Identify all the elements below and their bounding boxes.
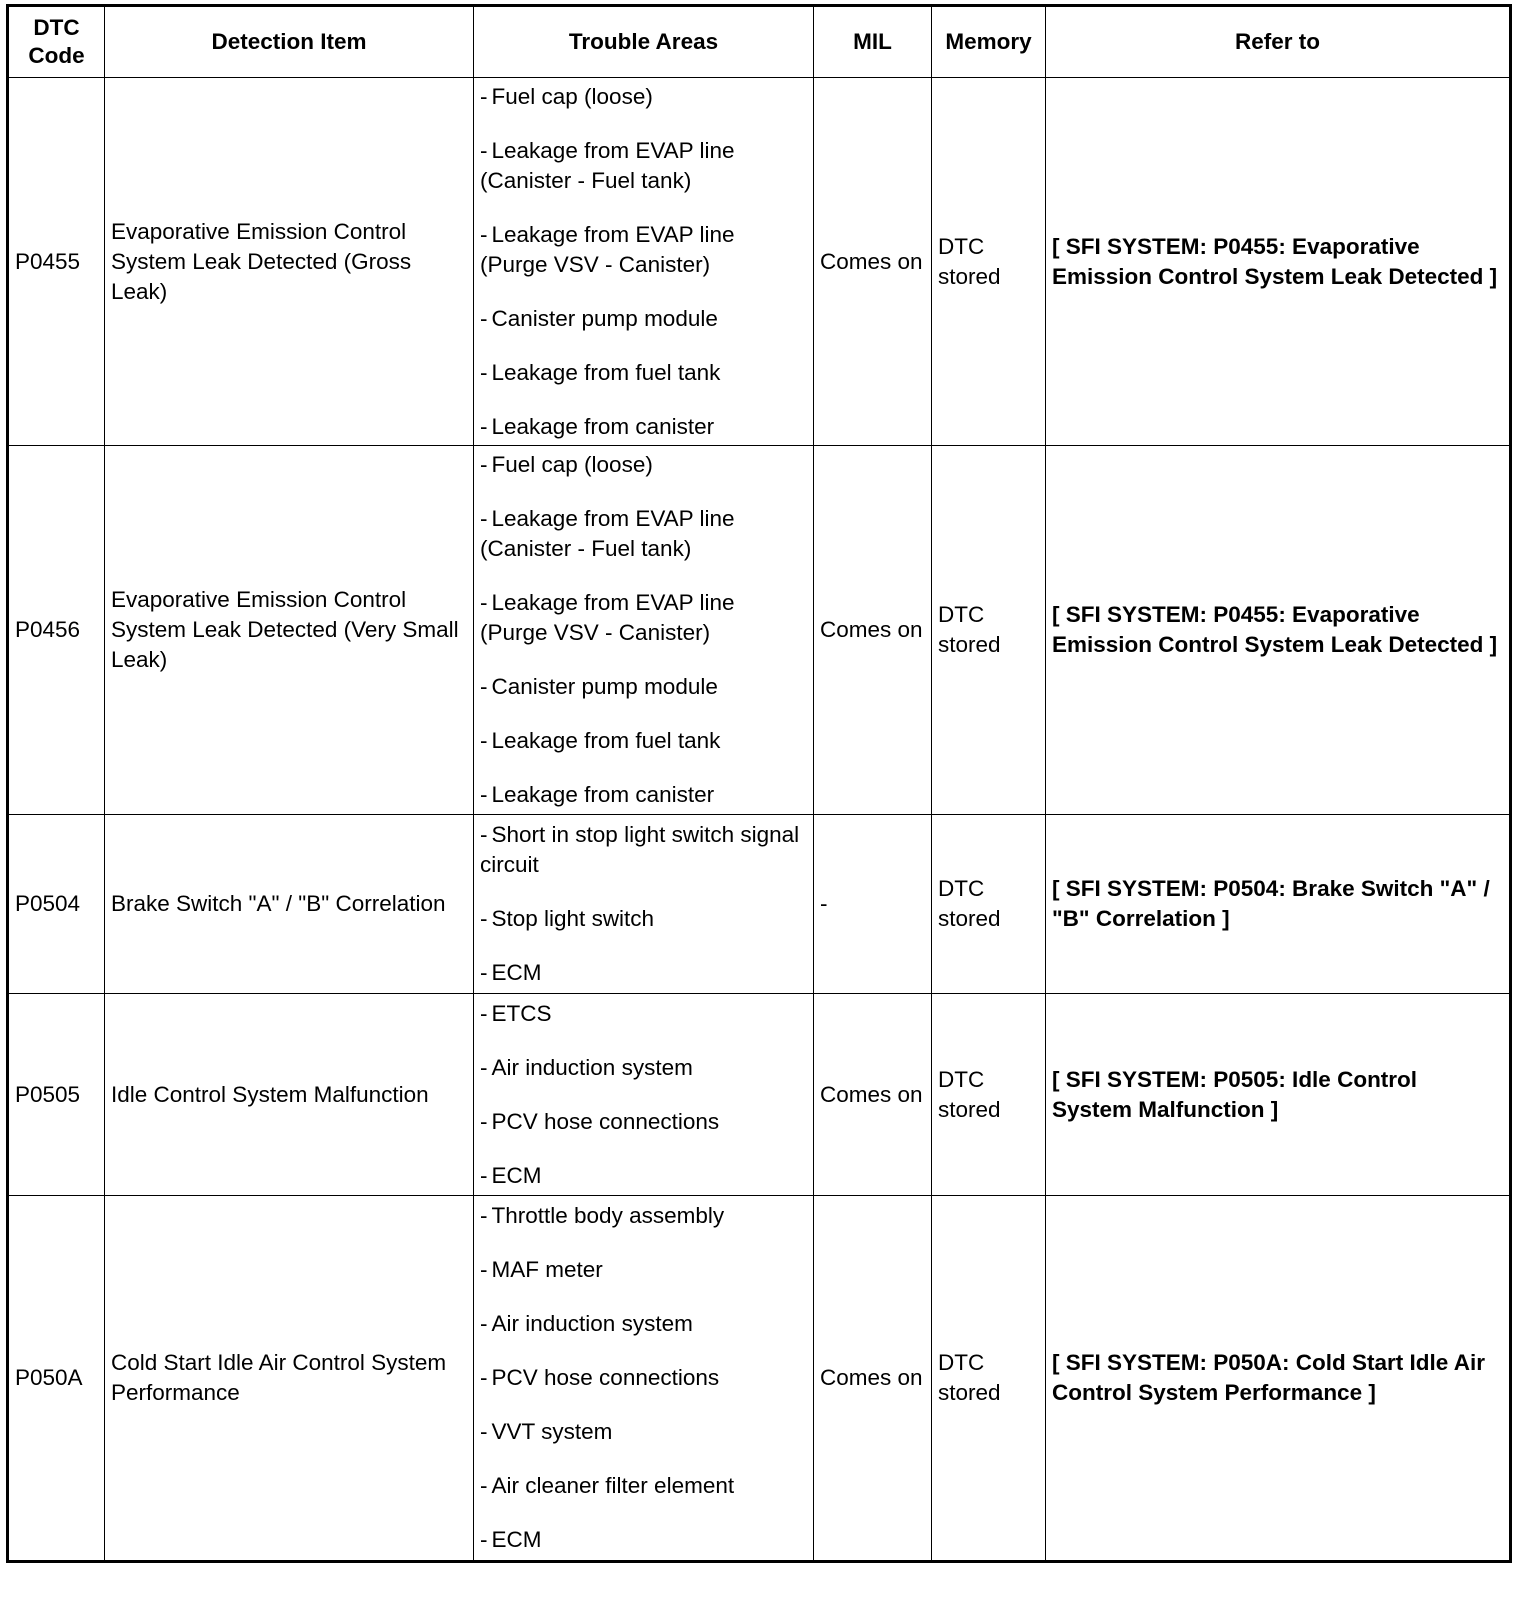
trouble-area-text: PCV hose connections — [491, 1365, 720, 1390]
header-trouble-areas: Trouble Areas — [474, 6, 814, 78]
table-body — [8, 78, 1511, 1562]
trouble-area-item — [480, 82, 807, 112]
list-dash: - — [480, 1000, 488, 1026]
trouble-area-text: Leakage from fuel tank — [491, 728, 721, 753]
trouble-area-item — [480, 450, 807, 480]
list-dash: - — [480, 674, 488, 699]
list-dash: - — [480, 590, 488, 615]
trouble-area-item — [480, 1255, 807, 1285]
list-dash: - — [480, 359, 488, 385]
trouble-area-item — [480, 904, 807, 934]
trouble-area-text: Fuel cap (loose) — [491, 83, 653, 109]
trouble-areas-cell — [474, 994, 814, 1196]
table-header — [8, 6, 1511, 78]
trouble-area-item — [480, 358, 807, 388]
list-dash: - — [480, 728, 488, 753]
trouble-area-text: Leakage from canister — [491, 413, 715, 439]
list-dash: - — [480, 413, 488, 439]
trouble-area-text: Canister pump module — [491, 674, 718, 699]
mil-cell: Comes on — [814, 994, 932, 1196]
dtc-code-cell: P0456 — [8, 446, 105, 815]
trouble-area-text: MAF meter — [491, 1257, 603, 1282]
list-dash: - — [480, 1473, 488, 1498]
trouble-area-item — [480, 304, 807, 334]
trouble-area-item — [480, 999, 807, 1029]
trouble-area-text: VVT system — [491, 1419, 613, 1444]
trouble-areas-cell — [474, 446, 814, 815]
list-dash: - — [480, 1419, 488, 1444]
dtc-code-cell: P0455 — [8, 78, 105, 446]
mil-cell: - — [814, 815, 932, 994]
trouble-area-text: Stop light switch — [491, 906, 655, 931]
trouble-area-item — [480, 1525, 807, 1555]
dtc-table — [6, 4, 1512, 1563]
refer-to-cell: [ SFI SYSTEM: P0455: Evaporative Emission Control System Leak Detected ] — [1046, 446, 1511, 815]
detection-item-cell: Cold Start Idle Air Control System Performance — [105, 1196, 474, 1562]
list-dash: - — [480, 1054, 488, 1080]
table-row — [8, 78, 1511, 446]
header-mil: MIL — [814, 6, 932, 78]
trouble-area-item — [480, 1471, 807, 1501]
trouble-area-item — [480, 136, 807, 196]
trouble-area-item — [480, 958, 807, 988]
list-dash: - — [480, 782, 488, 807]
refer-to-cell: [ SFI SYSTEM: P050A: Cold Start Idle Air Control System Performance ] — [1046, 1196, 1511, 1562]
trouble-area-item — [480, 412, 807, 442]
trouble-area-item — [480, 220, 807, 280]
trouble-area-text: Short in stop light switch signal circuit — [480, 822, 800, 877]
trouble-area-item — [480, 1201, 807, 1231]
list-dash: - — [480, 452, 488, 477]
memory-cell: DTC stored — [932, 78, 1046, 446]
trouble-area-item — [480, 1363, 807, 1393]
mil-cell: Comes on — [814, 446, 932, 815]
memory-cell: DTC stored — [932, 815, 1046, 994]
trouble-area-text: Air induction system — [491, 1054, 693, 1080]
detection-item-cell: Evaporative Emission Control System Leak Detected (Gross Leak) — [105, 78, 474, 446]
dtc-code-cell: P0504 — [8, 815, 105, 994]
trouble-areas-cell — [474, 1196, 814, 1562]
trouble-area-item — [480, 672, 807, 702]
mil-cell: Comes on — [814, 1196, 932, 1562]
header-memory: Memory — [932, 6, 1046, 78]
trouble-area-text: ECM — [491, 960, 542, 985]
trouble-area-text: Leakage from EVAP line (Purge VSV - Canister) — [480, 590, 735, 645]
list-dash: - — [480, 1527, 488, 1552]
trouble-area-text: Air induction system — [491, 1311, 693, 1336]
trouble-area-text: Canister pump module — [491, 305, 718, 331]
memory-cell: DTC stored — [932, 1196, 1046, 1562]
memory-cell: DTC stored — [932, 446, 1046, 815]
trouble-area-text: Air cleaner filter element — [491, 1473, 735, 1498]
trouble-area-text: ECM — [491, 1162, 542, 1188]
trouble-area-item — [480, 1107, 807, 1137]
trouble-area-text: PCV hose connections — [491, 1108, 720, 1134]
trouble-area-text: Leakage from fuel tank — [491, 359, 721, 385]
trouble-area-text: ETCS — [491, 1000, 552, 1026]
table-row — [8, 1196, 1511, 1562]
list-dash: - — [480, 1162, 488, 1188]
refer-to-cell: [ SFI SYSTEM: P0504: Brake Switch "A" / "B" Correlation ] — [1046, 815, 1511, 994]
memory-cell: DTC stored — [932, 994, 1046, 1196]
header-dtc-code: DTC Code — [8, 6, 105, 78]
trouble-area-text: Leakage from EVAP line (Purge VSV - Canister) — [480, 221, 735, 277]
list-dash: - — [480, 1203, 488, 1228]
dtc-code-cell: P0505 — [8, 994, 105, 1196]
list-dash: - — [480, 1108, 488, 1134]
list-dash: - — [480, 822, 488, 847]
list-dash: - — [480, 221, 488, 247]
table-row — [8, 994, 1511, 1196]
list-dash: - — [480, 960, 488, 985]
trouble-area-text: Leakage from canister — [491, 782, 715, 807]
table-row — [8, 446, 1511, 815]
trouble-area-item — [480, 1309, 807, 1339]
list-dash: - — [480, 1365, 488, 1390]
list-dash: - — [480, 305, 488, 331]
trouble-area-item — [480, 1161, 807, 1191]
trouble-areas-cell — [474, 815, 814, 994]
detection-item-cell: Brake Switch "A" / "B" Correlation — [105, 815, 474, 994]
trouble-area-item — [480, 820, 807, 880]
table-row — [8, 815, 1511, 994]
trouble-area-text: Leakage from EVAP line (Canister - Fuel tank) — [480, 137, 735, 193]
trouble-areas-list — [480, 999, 807, 1191]
trouble-area-text: ECM — [491, 1527, 542, 1552]
header-detection-item: Detection Item — [105, 6, 474, 78]
detection-item-cell: Evaporative Emission Control System Leak Detected (Very Small Leak) — [105, 446, 474, 815]
header-row — [8, 6, 1511, 78]
list-dash: - — [480, 1311, 488, 1336]
trouble-area-item — [480, 588, 807, 648]
trouble-area-text: Throttle body assembly — [491, 1203, 725, 1228]
list-dash: - — [480, 83, 488, 109]
detection-item-cell: Idle Control System Malfunction — [105, 994, 474, 1196]
list-dash: - — [480, 137, 488, 163]
trouble-areas-list — [480, 450, 807, 810]
trouble-area-item — [480, 504, 807, 564]
list-dash: - — [480, 1257, 488, 1282]
refer-to-cell: [ SFI SYSTEM: P0455: Evaporative Emission Control System Leak Detected ] — [1046, 78, 1511, 446]
trouble-area-item — [480, 726, 807, 756]
trouble-areas-list — [480, 820, 807, 988]
trouble-area-item — [480, 1053, 807, 1083]
trouble-area-item — [480, 1417, 807, 1447]
dtc-code-cell: P050A — [8, 1196, 105, 1562]
trouble-areas-cell — [474, 78, 814, 446]
list-dash: - — [480, 506, 488, 531]
trouble-areas-list — [480, 1201, 807, 1555]
list-dash: - — [480, 906, 488, 931]
refer-to-cell: [ SFI SYSTEM: P0505: Idle Control System Malfunction ] — [1046, 994, 1511, 1196]
trouble-area-item — [480, 780, 807, 810]
header-refer-to: Refer to — [1046, 6, 1511, 78]
trouble-area-text: Leakage from EVAP line (Canister - Fuel tank) — [480, 506, 735, 561]
mil-cell: Comes on — [814, 78, 932, 446]
trouble-areas-list — [480, 82, 807, 442]
trouble-area-text: Fuel cap (loose) — [491, 452, 653, 477]
